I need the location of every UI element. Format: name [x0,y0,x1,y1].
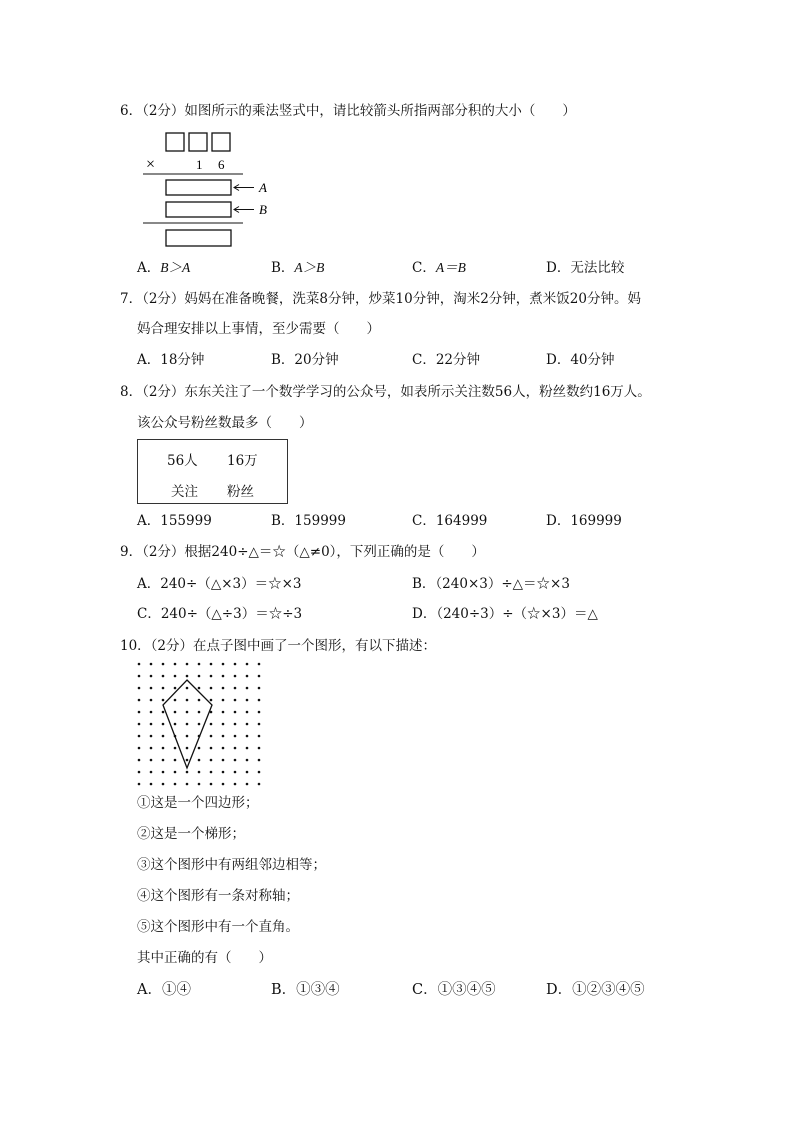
grid-dot [210,675,213,678]
grid-dot [210,723,213,726]
grid-dot [198,663,201,666]
grid-dot [186,771,189,774]
q9-option-a[interactable]: A．240÷（△×3）＝☆×3 [137,576,302,592]
statement-1: ①这是一个四边形； [137,795,259,811]
grid-dot [150,675,153,678]
grid-dot [234,699,237,702]
q8-stem-line1: 8．（2分）东东关注了一个数学学习的公众号，如表所示关注数56人，粉丝数约16万人。 [120,384,651,400]
grid-dot [186,723,189,726]
grid-dot [246,687,249,690]
grid-dot [258,735,261,738]
label-a: A [259,180,267,195]
grid-dot [234,735,237,738]
q10-option-a[interactable]: A．①④ [137,982,191,998]
grid-dot [210,735,213,738]
grid-dot [150,723,153,726]
grid-dot [162,735,165,738]
multiplier-digit-1: 1 [196,157,203,172]
grid-dot [174,723,177,726]
grid-dot [258,723,261,726]
grid-dot [198,771,201,774]
grid-dot [162,771,165,774]
q6-option-b[interactable]: B．A＞B [271,260,325,276]
grid-dot [186,675,189,678]
times-sign: × [146,156,156,173]
grid-dot [222,675,225,678]
grid-dot [162,699,165,702]
grid-dot [150,783,153,786]
grid-dot [162,687,165,690]
q8-option-c[interactable]: C．164999 [412,513,488,529]
statement-3: ③这个图形中有两组邻边相等； [137,857,326,873]
grid-dot [138,699,141,702]
grid-dot [198,675,201,678]
q9-stem: 9．（2分）根据240÷△＝☆（△≠0），下列正确的是（ ） [120,544,485,560]
grid-dot [138,783,141,786]
grid-dot [198,723,201,726]
grid-dot [258,687,261,690]
grid-dot [150,759,153,762]
partial-product-b-box [166,202,231,217]
product-box [166,230,231,246]
grid-dot [138,759,141,762]
grid-dot [174,675,177,678]
q10-question: 其中正确的有（ ） [137,950,272,966]
grid-dot [138,735,141,738]
grid-dot [258,783,261,786]
grid-dot [138,687,141,690]
grid-dot [174,771,177,774]
q6-stem: 6．（2分）如图所示的乘法竖式中，请比较箭头所指两部分积的大小（ ） [120,103,576,119]
statement-2: ②这是一个梯形； [137,826,245,842]
grid-dot [222,735,225,738]
grid-dot [258,699,261,702]
grid-dot [162,675,165,678]
grid-dot [210,759,213,762]
grid-dot [174,711,177,714]
dot-grid [138,663,261,786]
grid-dot [186,663,189,666]
grid-dot [162,723,165,726]
grid-dot [174,699,177,702]
grid-dot [198,687,201,690]
grid-dot [234,663,237,666]
q7-option-b[interactable]: B．20分钟 [271,352,339,368]
grid-dot [222,663,225,666]
q10-option-c[interactable]: C．①③④⑤ [412,982,496,998]
grid-dot [246,723,249,726]
follower-info-box [137,439,288,504]
grid-dot [138,675,141,678]
grid-dot [162,747,165,750]
q9-option-d[interactable]: D．（240÷3）÷（☆×3）＝△ [412,606,598,622]
grid-dot [234,783,237,786]
grid-dot [186,687,189,690]
grid-dot [258,711,261,714]
grid-dot [258,771,261,774]
grid-dot [246,771,249,774]
grid-dot [162,663,165,666]
q8-option-d[interactable]: D．169999 [546,513,622,529]
q6-option-c[interactable]: C．A＝B [412,260,466,276]
grid-dot [222,771,225,774]
grid-dot [174,663,177,666]
grid-dot [162,783,165,786]
digit-box [212,133,230,151]
grid-dot [210,771,213,774]
grid-dot [186,711,189,714]
q9-option-b[interactable]: B．（240×3）÷△＝☆×3 [412,576,570,592]
grid-dot [186,735,189,738]
grid-dot [258,759,261,762]
grid-dot [138,711,141,714]
grid-dot [258,663,261,666]
grid-dot [174,783,177,786]
grid-dot [222,759,225,762]
grid-dot [246,699,249,702]
grid-dot [174,687,177,690]
grid-dot [258,747,261,750]
q7-stem-line1: 7．（2分）妈妈在准备晚餐，洗菜8分钟，炒菜10分钟，淘米2分钟，煮米饭20分钟。妈 [120,291,641,307]
grid-dot [210,663,213,666]
grid-dot [246,675,249,678]
digit-box [166,133,184,151]
grid-dot [210,699,213,702]
grid-dot [150,735,153,738]
q7-stem-line2: 妈合理安排以上事情，至少需要（ ） [137,321,380,337]
q10-option-d[interactable]: D．①②③④⑤ [546,982,645,998]
digit-box [189,133,207,151]
grid-dot [186,759,189,762]
statement-4: ④这个图形有一条对称轴； [137,888,299,904]
grid-dot [210,687,213,690]
partial-product-a-box [166,180,231,195]
grid-dot [234,675,237,678]
grid-dot [234,711,237,714]
grid-dot [186,699,189,702]
grid-dot [150,711,153,714]
multiplier-digit-6: 6 [218,157,225,172]
q7-option-a[interactable]: A．18分钟 [137,352,205,368]
grid-dot [150,771,153,774]
q9-option-c[interactable]: C．240÷（△÷3）＝☆÷3 [137,606,303,622]
grid-dot [246,759,249,762]
grid-dot [186,783,189,786]
fan-count: 16万 [227,453,258,469]
q7-option-c[interactable]: C．22分钟 [412,352,481,368]
follow-count: 56人 [167,453,198,469]
grid-dot [222,747,225,750]
grid-dot [246,747,249,750]
grid-dot [150,663,153,666]
grid-dot [246,783,249,786]
grid-dot [186,747,189,750]
q10-option-b[interactable]: B．①③④ [271,982,340,998]
grid-dot [222,699,225,702]
q6-multiplication-figure [138,128,278,250]
grid-dot [222,723,225,726]
grid-dot [138,663,141,666]
grid-dot [174,747,177,750]
grid-dot [162,759,165,762]
grid-dot [222,687,225,690]
grid-dot [162,711,165,714]
q10-stem: 10．（2分）在点子图中画了一个图形，有以下描述： [120,638,437,654]
grid-dot [150,699,153,702]
label-b: B [259,202,267,217]
grid-dot [198,711,201,714]
grid-dot [234,723,237,726]
grid-dot [222,783,225,786]
grid-dot [246,711,249,714]
grid-dot [246,663,249,666]
grid-dot [198,759,201,762]
follow-label: 关注 [171,484,198,500]
q10-dot-grid-figure [135,660,261,786]
grid-dot [150,687,153,690]
grid-dot [174,759,177,762]
q8-stem-line2: 该公众号粉丝数最多（ ） [137,415,313,431]
grid-dot [150,747,153,750]
q6-option-a[interactable]: A．B＞A [137,260,191,276]
grid-dot [210,747,213,750]
grid-dot [138,771,141,774]
grid-dot [198,783,201,786]
grid-dot [258,675,261,678]
grid-dot [198,699,201,702]
grid-dot [138,747,141,750]
grid-dot [234,747,237,750]
q6-option-d[interactable]: D．无法比较 [546,260,625,276]
q8-option-a[interactable]: A．155999 [137,513,212,529]
grid-dot [138,723,141,726]
grid-dot [198,747,201,750]
fan-label: 粉丝 [227,484,254,500]
grid-dot [234,759,237,762]
grid-dot [234,771,237,774]
grid-dot [234,687,237,690]
q8-option-b[interactable]: B．159999 [271,513,346,529]
grid-dot [222,711,225,714]
q7-option-d[interactable]: D．40分钟 [546,352,615,368]
grid-dot [246,735,249,738]
statement-5: ⑤这个图形中有一个直角。 [137,919,299,935]
grid-dot [210,783,213,786]
